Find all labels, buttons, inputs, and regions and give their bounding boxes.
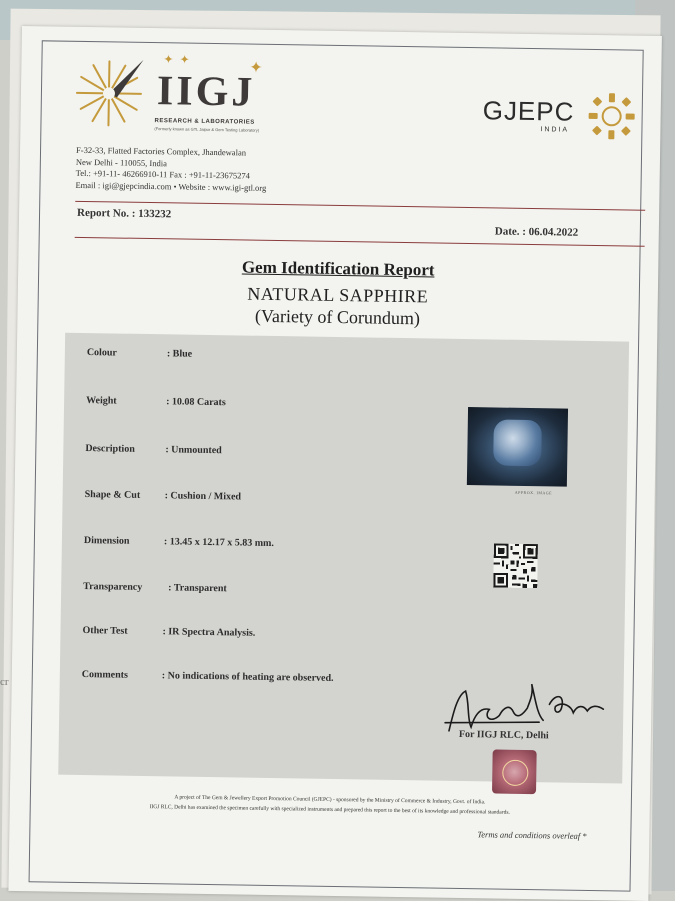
sapphire-image: [493, 419, 542, 466]
photo-caption: APPROX. IMAGE: [514, 489, 553, 496]
field-value-shape-cut: : Cushion / Mixed: [164, 490, 242, 503]
report-number: Report No. : 133232: [76, 206, 172, 221]
address-line: New Delhi - 110055, India: [75, 156, 167, 168]
stone-variety: (Variety of Corundum): [254, 305, 421, 329]
terms-note: Terms and conditions overleaf *: [477, 829, 587, 841]
logo-stars: ✦✦: [163, 52, 196, 67]
pencil-mark: cr: [0, 676, 9, 688]
lab-brand: IIGJ: [156, 68, 256, 116]
report-heading: Gem Identification Report: [241, 257, 435, 280]
iigj-sunburst-icon: [72, 57, 145, 130]
field-label-colour: Colour: [86, 347, 117, 359]
field-value-description: : Unmounted: [165, 444, 222, 457]
field-label-dimension: Dimension: [83, 535, 130, 547]
report-date: Date. : 06.04.2022: [494, 225, 579, 239]
address-line: F-32-33, Flatted Factories Complex, Jhandewalan: [75, 144, 247, 158]
field-label-other-test: Other Test: [82, 625, 128, 637]
gjepc-logo-sub: INDIA: [540, 126, 570, 134]
seal-ring-icon: [502, 760, 528, 786]
logo-star: ✦: [249, 59, 263, 77]
footer-line-1: A project of The Gem & Jewellery Export Promotion Council (GJEPC) - sponsored by the Ministry of Commerce & Industry, Govt. of India.: [174, 794, 486, 806]
field-label-weight: Weight: [86, 395, 117, 407]
field-value-other-test: : IR Spectra Analysis.: [162, 626, 256, 639]
field-label-shape-cut: Shape & Cut: [84, 489, 141, 501]
footer-line-2: IIGJ RLC, Delhi has examined the specimen carefully with specialized instruments and prepared this report to the best of its knowledge and professional standards.: [149, 804, 510, 816]
address-line: Tel.: +91-11- 46266910-11 Fax : +91-11-23675274: [75, 167, 251, 181]
gem-photo: [467, 407, 568, 487]
lab-small-print: (Formerly known as GTL Jaipur & Gem Testing Laboratory): [154, 126, 260, 133]
gjepc-ring-icon: [586, 91, 637, 142]
address-line: Email : igi@gjepcindia.com • Website : www.igi-gtl.org: [75, 179, 267, 193]
gjepc-logo-text: GJEPC: [482, 95, 575, 127]
field-value-colour: : Blue: [166, 348, 193, 360]
field-label-transparency: Transparency: [83, 581, 143, 593]
signatory-label: For IIGJ RLC, Delhi: [458, 728, 549, 742]
field-label-comments: Comments: [81, 669, 129, 681]
field-label-description: Description: [85, 443, 135, 455]
hologram-seal: [492, 749, 537, 794]
field-value-comments: : No indications of heating are observed.: [161, 670, 334, 684]
certificate: [8, 26, 662, 901]
field-value-weight: : 10.08 Carats: [166, 396, 226, 409]
qr-code-icon: [493, 543, 538, 588]
field-value-transparency: : Transparent: [168, 582, 227, 595]
lab-subtitle: RESEARCH & LABORATORIES: [154, 118, 255, 126]
field-value-dimension: : 13.45 x 12.17 x 5.83 mm.: [163, 536, 274, 550]
stone-name: NATURAL SAPPHIRE: [247, 283, 429, 307]
lab-address: [75, 145, 266, 194]
